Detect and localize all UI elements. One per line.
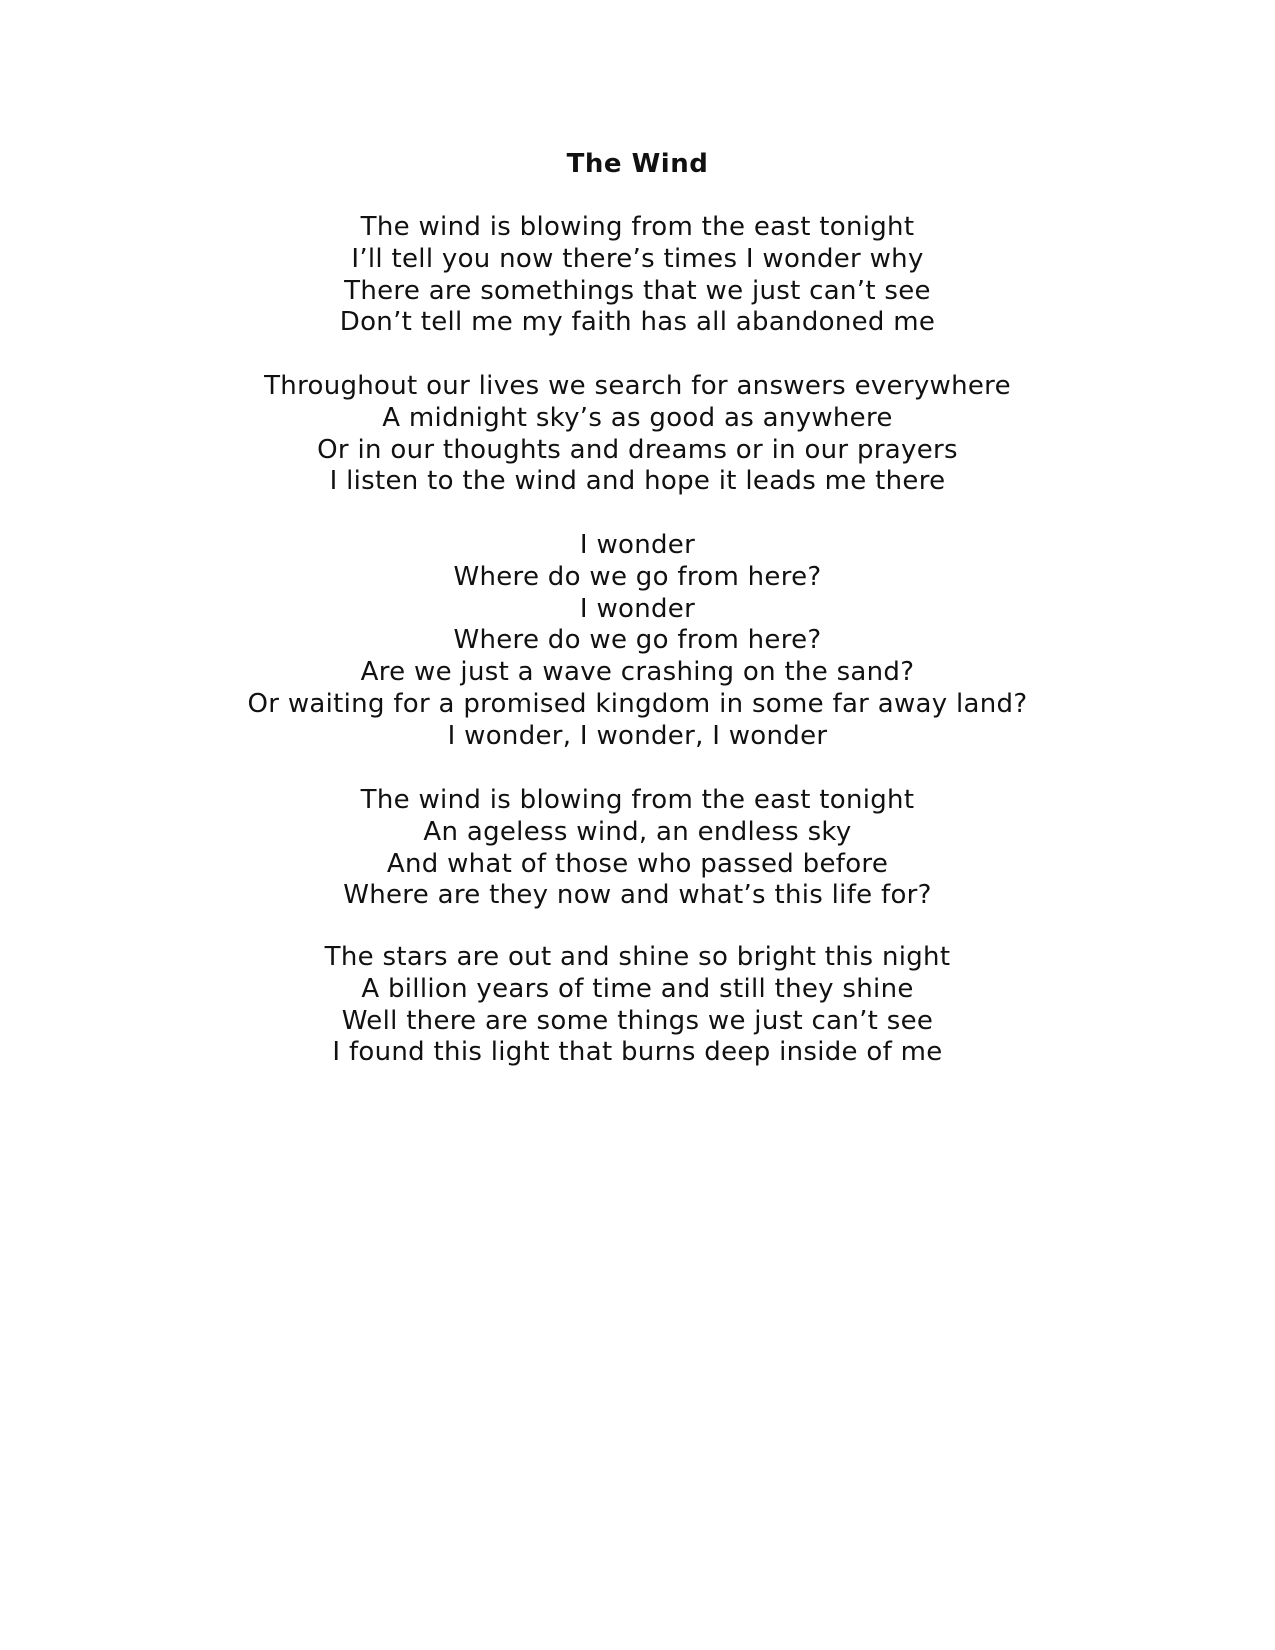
- poem-line: Throughout our lives we search for answers everywhere: [264, 371, 1011, 401]
- poem-line: A midnight sky’s as good as anywhere: [382, 402, 893, 433]
- poem-line: The wind is blowing from the east tonight: [360, 212, 915, 242]
- stanza-3-chorus: [0, 530, 1275, 753]
- poem-line: Well there are some things we just can’t see: [341, 1005, 934, 1036]
- poem-line: There are somethings that we just can’t see: [344, 275, 931, 306]
- poem-line: An ageless wind, an endless sky: [423, 816, 852, 847]
- poem-line: I wonder: [579, 530, 696, 560]
- poem-line: A billion years of time and still they shine: [361, 973, 914, 1004]
- poem-line: Are we just a wave crashing on the sand?: [360, 657, 915, 688]
- stanza-1: [0, 212, 1275, 339]
- poem-line: Where do we go from here?: [453, 625, 822, 656]
- poem-line: I listen to the wind and hope it leads me there: [329, 466, 946, 497]
- stanza-2: [0, 371, 1275, 498]
- poem-line: Where are they now and what’s this life for?: [343, 880, 932, 911]
- poem-line: The stars are out and shine so bright this night: [324, 942, 951, 972]
- stanza-4: [0, 785, 1275, 912]
- poem-line: Or waiting for a promised kingdom in some far away land?: [247, 688, 1028, 719]
- poem-line: Or in our thoughts and dreams or in our prayers: [317, 434, 958, 465]
- poem-line: And what of those who passed before: [386, 848, 889, 879]
- poem-line: I wonder: [579, 593, 696, 624]
- poem-line: I wonder, I wonder, I wonder: [447, 720, 828, 751]
- poem-line: Don’t tell me my faith has all abandoned me: [339, 307, 936, 338]
- poem-title: The Wind: [566, 149, 709, 179]
- poem-line: I found this light that burns deep inside of me: [332, 1037, 943, 1068]
- poem-line: The wind is blowing from the east tonight: [360, 785, 915, 815]
- stanza-5: [0, 942, 1275, 1069]
- poem-line: I’ll tell you now there’s times I wonder why: [351, 243, 924, 274]
- poem-line: Where do we go from here?: [453, 561, 822, 592]
